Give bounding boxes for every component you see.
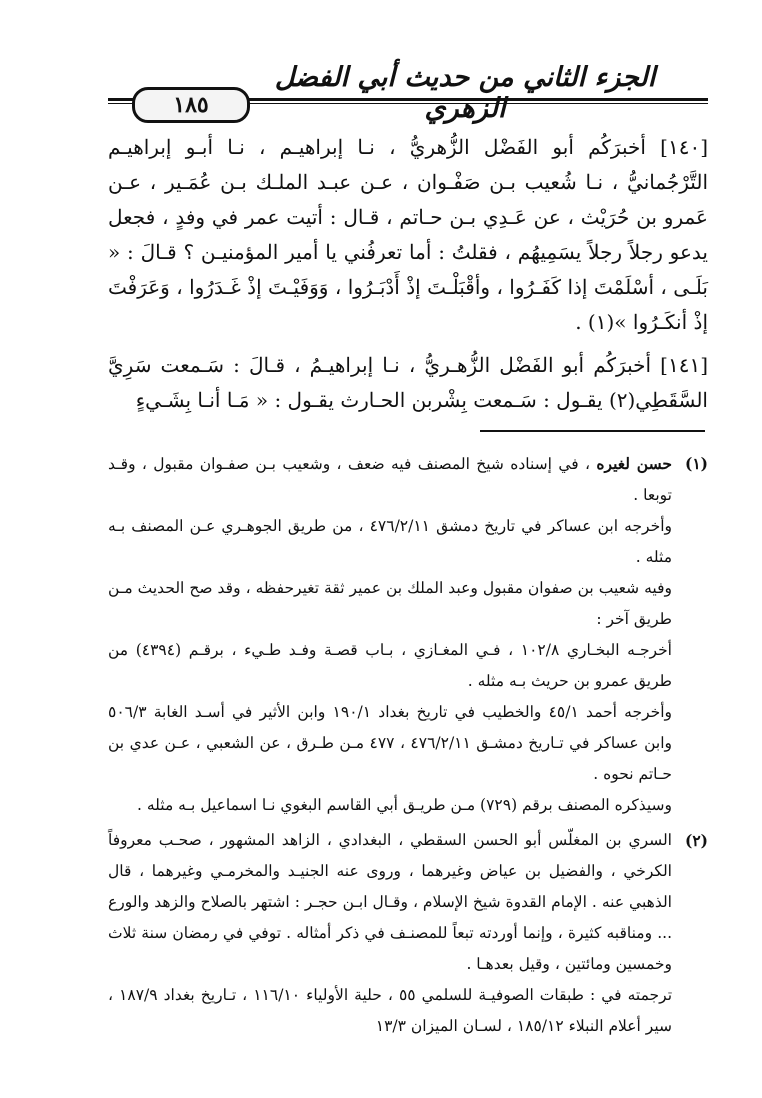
footnote-body [108, 825, 672, 1042]
hadith-140: [١٤٠] أخبرَكُم أبو الفَضْل الزُّهريُّ ، نـا إبراهيـم ، نـا أبـو إبراهيـم التَّرْجُمانيُّ ، نـا شُعيب بـن صَفْـوان ، عـن عبـد الملـك بـن عُمَـير ، عـن عَمرو بن حُرَيْث ، عن عَـدِي بـن حـاتم ، قـال : أتيت عمر في وفدٍ ، فجعل يدعو رجلاً رجلاً يسَمِيهُم ، فقلتُ : أما تعرفُني يا أمير المؤمنيـن ؟ قـالَ : « بَلَـى ، أسْلَمْتَ إذا كَفَـرُوا ، وأقْبَلْـتَ إذْ أَدْبَـرُوا ، وَوَفَيْـتَ إذْ غَـدَرُوا ، وَعَرَفْتَ إذْ أنكَـرُوا »(١) . [108, 135, 708, 334]
footnote-paragraph: وأخرجه ابن عساكر في تاريخ دمشق ٤٧٦/٢/١١ ، من طريق الجوهـري عـن المصنف بـه مثله . [108, 517, 672, 566]
page-number: ١٨٥ [132, 87, 250, 123]
hadith-grade: حسن لغيره [596, 454, 672, 473]
footnote-number: (١) [684, 454, 708, 473]
hadith-141: [١٤١] أخبرَكُم أبو الفَضْل الزُّهـريُّ ، نـا إبراهيـمُ ، قـالَ : سَـمعت سَرِيَّ السَّقَطِي(٢) يقـول : سَـمعت بِشْربن الحـارث يقـول : « مَـا أنـا بِشَـيءٍ [108, 353, 708, 412]
footnote-2 [108, 825, 708, 1042]
footnote-paragraph: السري بن المغلّس أبو الحسن السقطي ، البغدادي ، الزاهد المشهور ، صحـب معروفاً الكرخي ، والفضيل بن عياض وغيرهما ، وروى عنه الجنيـد والمخرمـي وغيرهما ، قال الذهبي عنه . الإمام القدوة شيخ الإسلام ، وقـال ابـن حجـر : اشتهر بالصلاح والزهد والورع ... ومناقبه كثيرة ، وإنما أوردته تبعاً للمصنـف في ذكر أمثاله . توفي في رمضان سنة ثلاث وخمسين ومائتين ، وقيل بعدهـا . [108, 831, 672, 973]
footnote-paragraph: ترجمته في : طبقات الصوفيـة للسلمي ٥٥ ، حلية الأولياء ١١٦/١٠ ، تـاريخ بغداد ١٨٧/٩ ، سير أعلام النبلاء ١٨٥/١٢ ، لسـان الميزان ١٣/٣ [108, 986, 673, 1035]
footnote-number: (٢) [684, 831, 708, 850]
footnotes [108, 448, 708, 1042]
footnote-paragraph: وفيه شعيب بن صفوان مقبول وعبد الملك بن عمير ثقة تغيرحفظه ، وقد صح الحديث مـن طريق آخر : [108, 579, 672, 628]
hadith-text [108, 130, 708, 418]
footnote-paragraph: أخرجـه البخـاري ١٠٢/٨ ، فـي المغـازي ، بـاب قصـة وفـد طـيء ، برقـم (٤٣٩٤) من طريق عمرو بن حريث بـه مثله . [108, 641, 672, 690]
footnote-paragraph [108, 448, 672, 511]
footnote-separator [480, 430, 705, 432]
footnote-1 [108, 448, 708, 821]
footnote-paragraph: وسيذكره المصنف برقم (٧٢٩) مـن طريـق أبي القاسم البغوي نـا اسماعيل بـه مثله . [136, 796, 672, 814]
footnote-text: ، في إسناده شيخ المصنف فيه ضعف ، وشعيب بـن صفـوان مقبول ، وقـد توبعا . [108, 455, 672, 504]
footnote-paragraph: وأخرجه أحمد ٤٥/١ والخطيب في تاريخ بغداد ١٩٠/١ وابن الأثير في أسـد الغابة ٥٠٦/٣ وابن عساكر في تـاريخ دمشـق ٤٧٦/٢/١١ ، ٤٧٧ مـن طـرق ، عن الشعبي ، عـن عدي بن حـاتم نحوه . [108, 703, 673, 783]
running-title: الجزء الثاني من حديث أبي الفضل الزهري [274, 62, 656, 124]
footnote-body [108, 448, 672, 821]
